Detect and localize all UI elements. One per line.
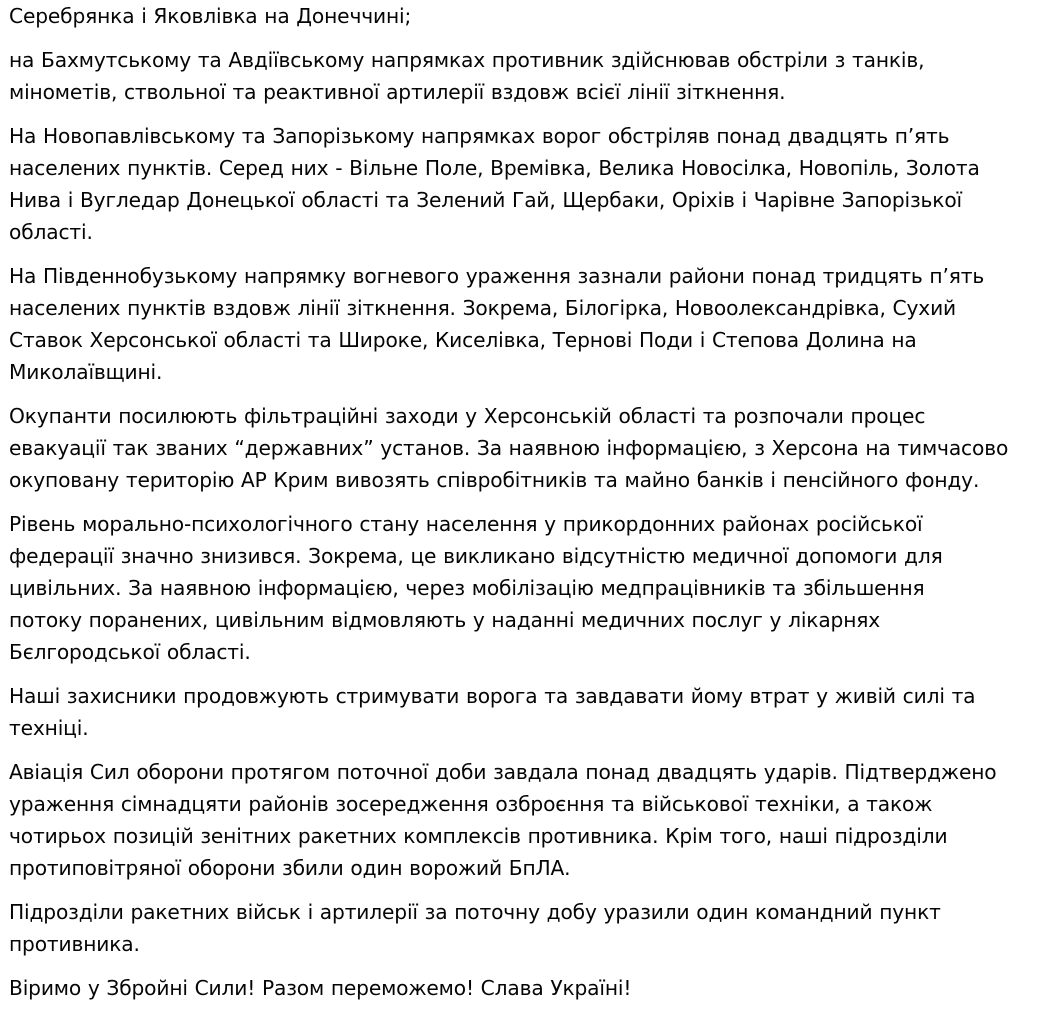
paragraph-bakhmut-avdiivka [9, 44, 1057, 108]
text-line: області. [9, 220, 93, 244]
paragraph-occupiers-kherson [9, 400, 1057, 496]
text-line: цивільних. За наявною інформацією, через мобілізацію медпрацівників та збільшення [9, 576, 925, 600]
text-line: Серебрянка і Яковлівка на Донеччині; [9, 4, 412, 28]
text-line: Віримо у Збройні Сили! Разом переможемо! Слава Україні! [9, 976, 632, 1000]
paragraph-aviation [9, 756, 1057, 884]
text-line: мінометів, ствольної та реактивної артилерії вздовж всієї лінії зіткнення. [9, 80, 786, 104]
paragraph-pivdennobuzkyi [9, 260, 1057, 388]
text-line: Наші захисники продовжують стримувати ворога та завдавати йому втрат у живій силі та [9, 684, 976, 708]
text-line: населених пунктів вздовж лінії зіткнення. Зокрема, Білогірка, Новоолександрівка, Сухий [9, 296, 957, 320]
text-line: ураження сімнадцяти районів зосередження озброєння та військової техніки, а також [9, 792, 933, 816]
text-line: Окупанти посилюють фільтраційні заходи у Херсонській області та розпочали процес [9, 404, 926, 428]
text-line: федерації значно знизився. Зокрема, це викликано відсутністю медичної допомоги для [9, 544, 943, 568]
text-line: евакуації так званих “державних” установ. За наявною інформацією, з Херсона на тимчасово [9, 436, 1009, 460]
paragraph-closing-slogan [9, 972, 1057, 1004]
paragraph-missile-artillery [9, 896, 1057, 960]
text-line: на Бахмутському та Авдіївському напрямках противник здійснював обстріли з танків, [9, 48, 925, 72]
text-line: Миколаївщині. [9, 360, 163, 384]
paragraph-villages-donetsk [9, 0, 1057, 32]
text-line: Ставок Херсонської області та Широке, Киселівка, Тернові Поди і Степова Долина на [9, 328, 917, 352]
text-line: Бєлгородської області. [9, 640, 251, 664]
paragraph-defenders [9, 680, 1057, 744]
text-line: Підрозділи ракетних військ і артилерії за поточну добу уразили один командний пункт [9, 900, 941, 924]
text-line: окуповану територію АР Крим вивозять співробітників та майно банків і пенсійного фонду. [9, 468, 980, 492]
text-line: На Південнобузькому напрямку вогневого ураження зазнали райони понад тридцять п’ять [9, 264, 985, 288]
text-line: противника. [9, 932, 140, 956]
text-line: Нива і Вугледар Донецької області та Зелений Гай, Щербаки, Оріхів і Чарівне Запорізької [9, 188, 963, 212]
text-line: На Новопавлівському та Запорізькому напрямках ворог обстріляв понад двадцять п’ять [9, 124, 950, 148]
text-line: населених пунктів. Серед них - Вільне Поле, Времівка, Велика Новосілка, Новопіль, Золота [9, 156, 980, 180]
paragraph-novopavlivka-zaporizhzhia [9, 120, 1057, 248]
text-line: Рівень морально-психологічного стану населення у прикордонних районах російської [9, 512, 923, 536]
text-line: протиповітряної оборони збили один ворожий БпЛА. [9, 856, 571, 880]
paragraph-morale-belgorod [9, 508, 1057, 668]
text-line: чотирьох позицій зенітних ракетних комплексів противника. Крім того, наші підрозділи [9, 824, 948, 848]
text-line: техніці. [9, 716, 89, 740]
text-line: Авіація Сил оборони протягом поточної доби завдала понад двадцять ударів. Підтверджено [9, 760, 997, 784]
text-line: потоку поранених, цивільним відмовляють у наданні медичних послуг у лікарнях [9, 608, 881, 632]
